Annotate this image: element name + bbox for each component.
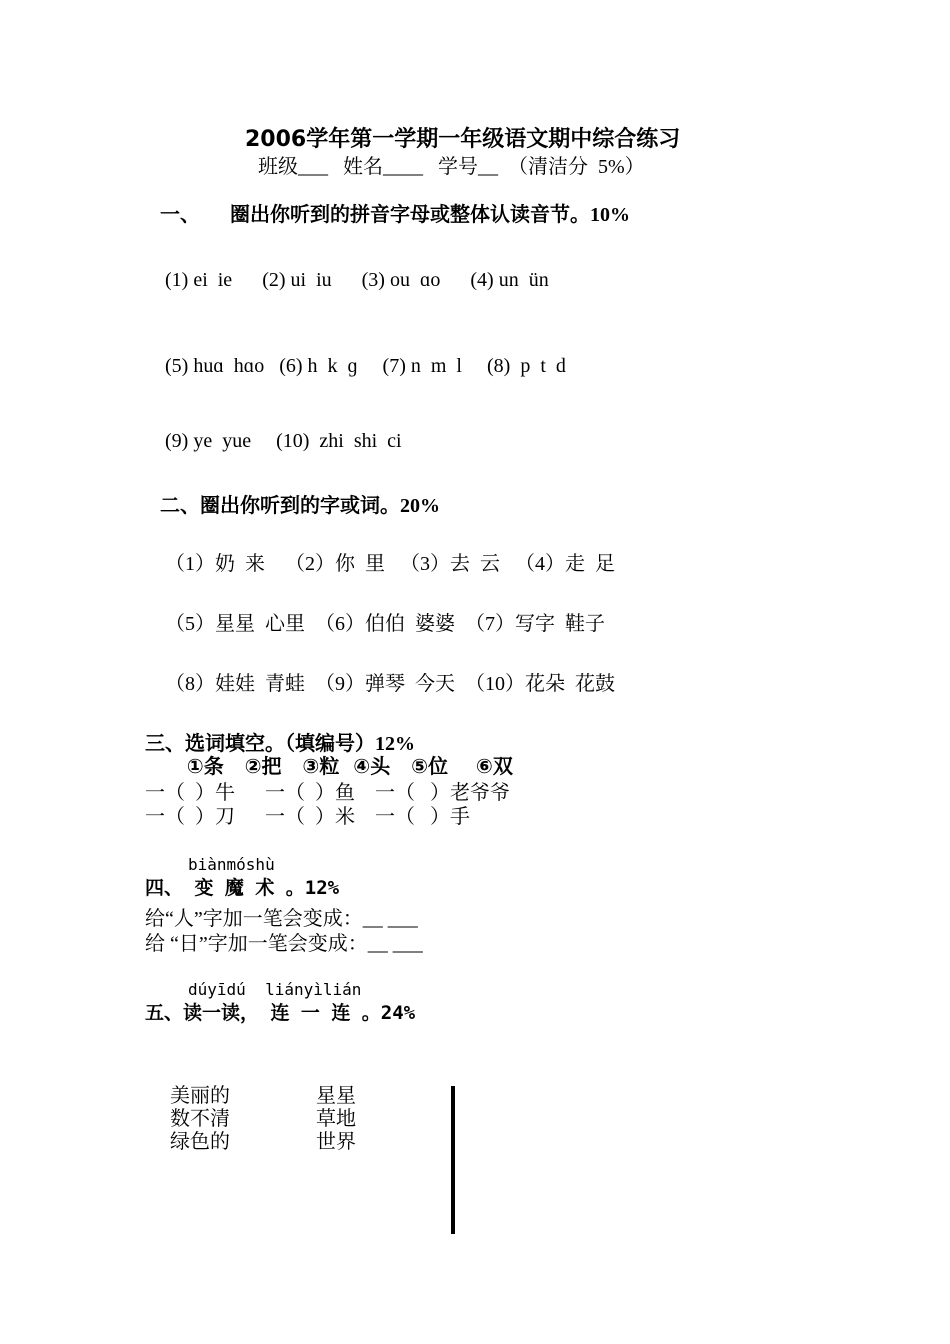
vertical-divider-line — [451, 1086, 455, 1234]
section1-row: (1) ei ie (2) ui iu (3) ou ɑo (4) un ün — [165, 269, 549, 291]
section4-question: 给 “日”字加一笔会变成：__ ___ — [145, 933, 423, 955]
section3-options: ①条 ②把 ③粒 ④头 ⑤位 ⑥双 — [145, 754, 513, 778]
match-left-word: 美丽的 — [170, 1085, 230, 1107]
match-right-word: 星星 — [316, 1085, 356, 1107]
section5-pinyin: dúyīdú liányìlián — [188, 980, 362, 999]
match-right-word: 草地 — [316, 1108, 356, 1130]
section1-row: (5) huɑ hɑo (6) h k ɡ (7) n m l (8) p t d — [165, 355, 566, 377]
section3-heading: 三、选词填空。（填编号）12% — [145, 733, 415, 755]
section4-question: 给“人”字加一笔会变成：__ ___ — [145, 908, 418, 930]
match-left-word: 绿色的 — [170, 1131, 230, 1153]
section2-row: （8）娃娃 青蛙 （9）弹琴 今天 （10）花朵 花鼓 — [165, 673, 615, 695]
section4-heading: 四、 变 魔 术 。12% — [145, 877, 340, 899]
student-info-line: 班级___ 姓名____ 学号__ （清洁分 5%） — [258, 156, 645, 178]
match-right-word: 世界 — [316, 1131, 356, 1153]
section3-row: 一（ ）刀 一（ ）米 一（ ）手 — [145, 806, 470, 828]
section1-row: (9) ye yue (10) zhi shi ci — [165, 430, 402, 452]
section2-row: （5）星星 心里 （6）伯伯 婆婆 （7）写字 鞋子 — [165, 613, 605, 635]
section1-heading: 一、 圈出你听到的拼音字母或整体认读音节。10% — [160, 204, 630, 226]
section2-row: （1）奶 来 （2）你 里 （3）去 云 （4）走 足 — [165, 553, 615, 575]
match-left-word: 数不清 — [170, 1108, 230, 1130]
section2-heading: 二、圈出你听到的字或词。20% — [160, 495, 440, 517]
page-title: 2006学年第一学期一年级语文期中综合练习 — [245, 127, 681, 152]
section4-pinyin: biànmóshù — [188, 855, 275, 874]
section3-row: 一（ ）牛 一（ ）鱼 一（ ）老爷爷 — [145, 782, 510, 804]
section5-heading: 五、读一读， 连 一 连 。24% — [145, 1002, 416, 1024]
